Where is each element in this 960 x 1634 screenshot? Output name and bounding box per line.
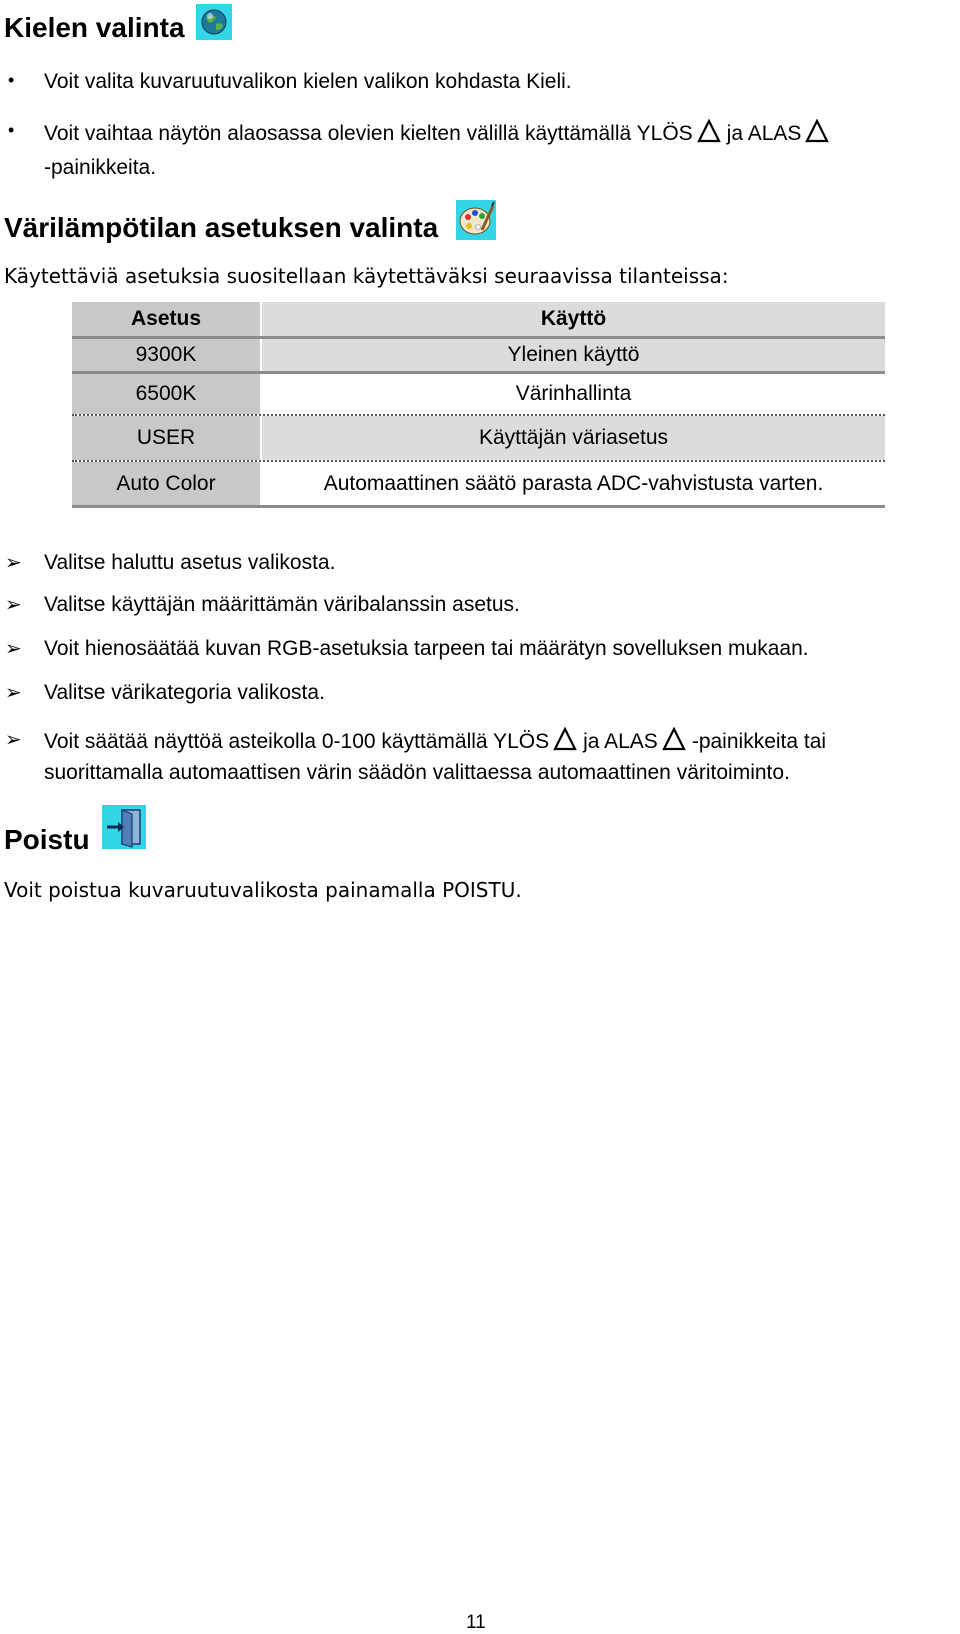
table-header-setting: Asetus: [72, 302, 260, 336]
table-cell-usage: Yleinen käyttö: [262, 339, 885, 371]
color-step-5: [44, 727, 826, 755]
color-step-5-text-b: ja ALAS: [583, 730, 658, 753]
color-step-5-text-c: -painikkeita tai: [691, 730, 827, 753]
table-cell-usage: Käyttäjän väriasetus: [262, 416, 885, 460]
table-header-row: [72, 302, 885, 336]
table-rule: [72, 505, 885, 508]
exit-text: Voit poistua kuvaruutuvalikosta painamalla POISTU.: [4, 878, 522, 902]
language-bullet-2-continuation: -painikkeita.: [44, 156, 157, 179]
exit-section-title: Poistu: [4, 824, 90, 855]
language-section-title: Kielen valinta: [4, 12, 185, 43]
up-triangle-icon: [553, 727, 577, 751]
table-row: [72, 416, 885, 460]
color-intro-text: Käytettäviä asetuksia suositellaan käytettäväksi seuraavissa tilanteissa:: [4, 264, 729, 288]
bullet-dot: •: [8, 70, 15, 90]
table-cell-setting: 9300K: [72, 339, 260, 371]
arrow-bullet-icon: ➢: [5, 638, 22, 660]
color-step-3: Voit hienosäätää kuvan RGB-asetuksia tarpeen tai määrätyn sovelluksen mukaan.: [44, 637, 809, 660]
table-cell-usage: Värinhallinta: [262, 374, 885, 414]
language-bullet-1: Voit valita kuvaruutuvalikon kielen valikon kohdasta Kieli.: [44, 70, 572, 93]
language-bullet-2-text-a: Voit vaihtaa näytön alaosassa olevien kielten välillä käyttämällä YLÖS: [44, 122, 693, 145]
language-bullet-2: [44, 119, 835, 147]
color-step-5-line-2: suorittamalla automaattisen värin säädön valittaessa automaattinen väritoiminto.: [44, 761, 790, 784]
color-step-1: Valitse haluttu asetus valikosta.: [44, 551, 336, 574]
up-triangle-icon: [697, 119, 721, 143]
globe-icon: [196, 4, 232, 40]
exit-door-icon: [102, 805, 146, 849]
palette-icon: [456, 200, 496, 240]
color-step-4: Valitse värikategoria valikosta.: [44, 681, 325, 704]
table-row: [72, 374, 885, 414]
color-step-2: Valitse käyttäjän määrittämän väribalanssin asetus.: [44, 593, 520, 616]
table-row: [72, 462, 885, 505]
table-row: [72, 339, 885, 371]
down-triangle-icon: [662, 727, 686, 751]
table-header-usage: Käyttö: [262, 302, 885, 336]
table-cell-usage: Automaattinen säätö parasta ADC-vahvistusta varten.: [262, 462, 885, 505]
arrow-bullet-icon: ➢: [5, 682, 22, 704]
table-cell-setting: USER: [72, 416, 260, 460]
bullet-dot: •: [8, 120, 15, 140]
arrow-bullet-icon: ➢: [5, 552, 22, 574]
page-number: 11: [466, 1612, 486, 1633]
color-step-5-text-a: Voit säätää näyttöä asteikolla 0-100 käyttämällä YLÖS: [44, 730, 550, 753]
arrow-bullet-icon: ➢: [5, 729, 22, 751]
color-section-title: Värilämpötilan asetuksen valinta: [4, 212, 439, 243]
language-bullet-2-text-b: ja ALAS: [726, 122, 802, 145]
table-cell-setting: Auto Color: [72, 462, 260, 505]
arrow-bullet-icon: ➢: [5, 594, 22, 616]
table-cell-setting: 6500K: [72, 374, 260, 414]
down-triangle-icon: [805, 119, 829, 143]
